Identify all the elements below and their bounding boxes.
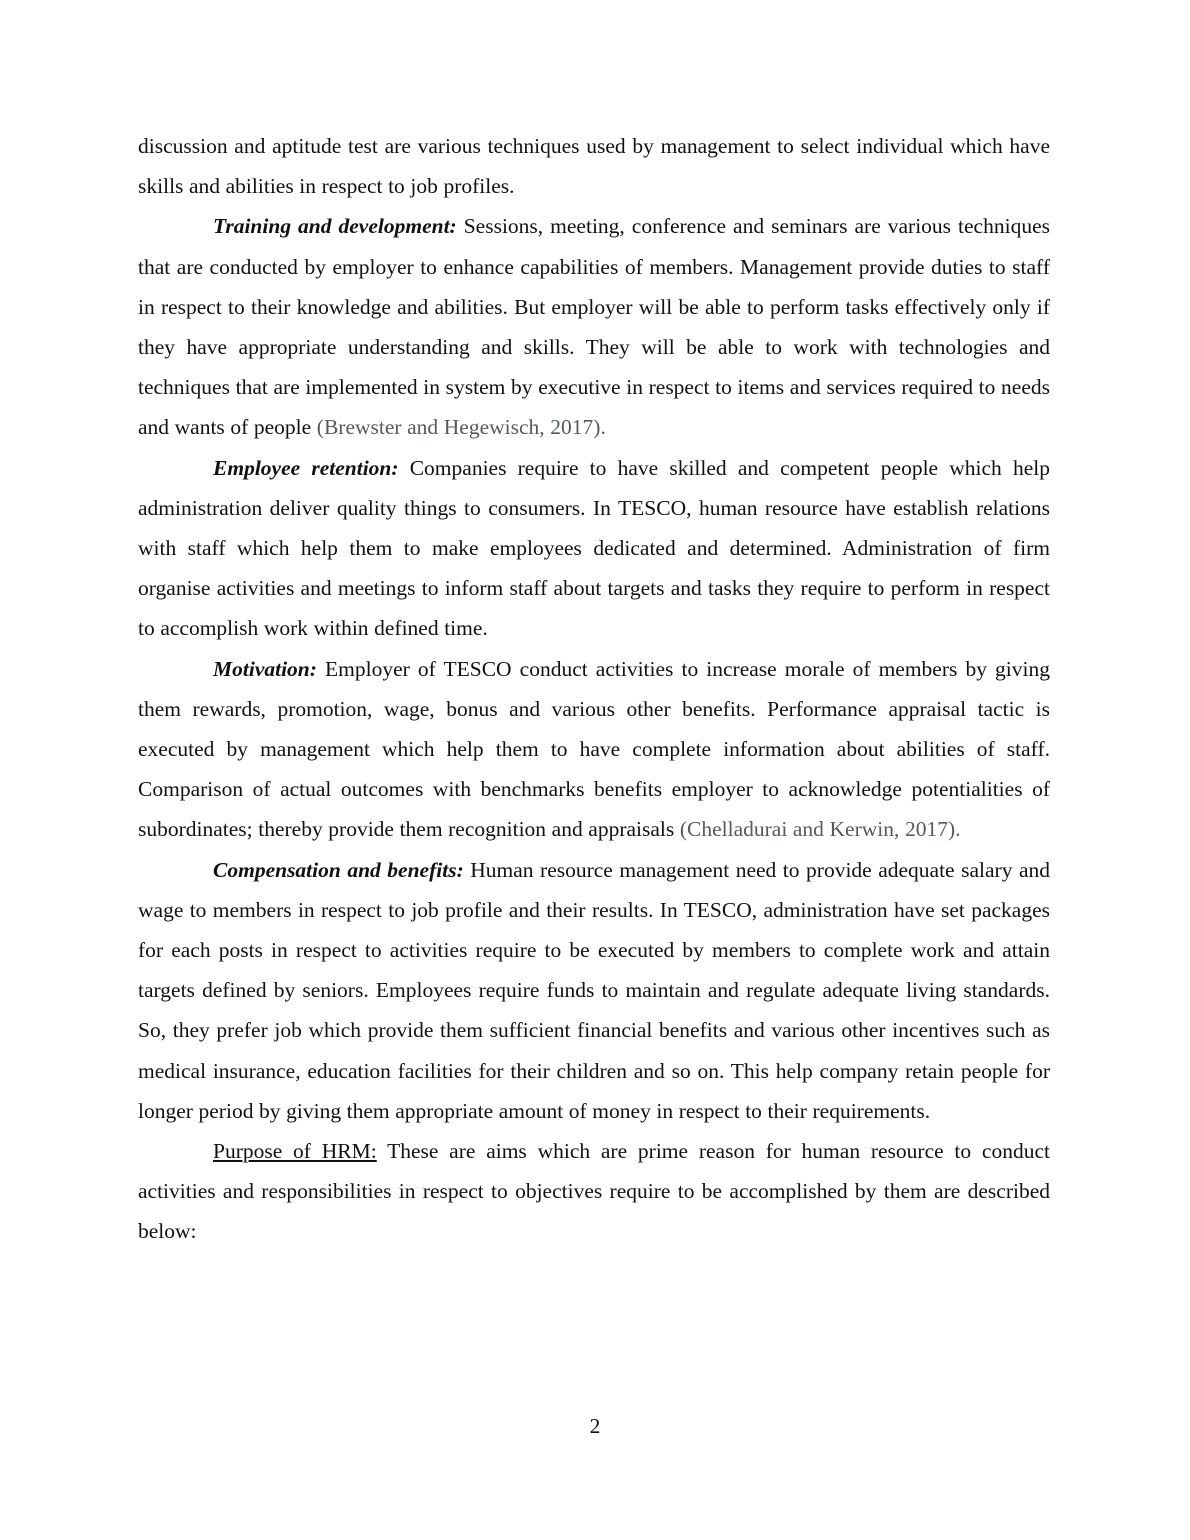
- paragraph-lead-label: Compensation and benefits:: [213, 857, 464, 882]
- paragraph-compensation-and-benefits: [138, 850, 1050, 1131]
- citation-reference: (Chelladurai and Kerwin, 2017): [679, 817, 956, 842]
- paragraph-body: discussion and aptitude test are various techniques used by management to select individual which have skills and abilities in respect to job profiles.: [138, 134, 1050, 199]
- paragraph-training-and-development: [138, 206, 1050, 447]
- paragraph-lead-label: Employee retention:: [213, 455, 399, 480]
- paragraph-body: These are aims which are prime reason for human resource to conduct activities and responsibilities in respect to objectives require to be accomplished by them are described below:: [138, 1139, 1050, 1244]
- paragraph-body: Companies require to have skilled and competent people which help administration deliver quality things to consumers. In TESCO, human resource have establish relations with staff which help them to make employees dedicated and determined. Administration of firm organise activities and meetings to inform staff about targets and tasks they require to perform in respect to accomplish work within defined time.: [138, 455, 1050, 641]
- paragraph-employee-retention: [138, 448, 1050, 649]
- paragraph-body-tail: .: [955, 817, 961, 842]
- paragraph-lead-label: Motivation:: [213, 656, 317, 681]
- paragraph-lead-label: Purpose of HRM:: [213, 1139, 377, 1164]
- paragraph-motivation: [138, 649, 1050, 850]
- paragraph-body-tail: .: [600, 415, 606, 440]
- paragraph-body: Human resource management need to provide adequate salary and wage to members in respect to job profile and their results. In TESCO, administration have set packages for each posts in respect to activities require to be executed by members to complete work and attain targets defined by seniors. Employees require funds to maintain and regulate adequate living standards. So, they prefer job which provide them sufficient financial benefits and various other incentives such as medical insurance, education facilities for their children and so on. This help company retain people for longer period by giving them appropriate amount of money in respect to their requirements.: [138, 857, 1050, 1123]
- paragraph-body: Employer of TESCO conduct activities to increase morale of members by giving them rewards, promotion, wage, bonus and various other benefits. Performance appraisal tactic is executed by management which help them to have complete information about abilities of staff. Comparison of actual outcomes with benchmarks benefits employer to acknowledge potentialities of subordinates; thereby provide them recognition and appraisals: [138, 656, 1050, 842]
- paragraph-lead-label: Training and development:: [213, 214, 457, 239]
- citation-reference: (Brewster and Hegewisch, 2017): [316, 415, 601, 440]
- paragraph-intro-continuation: [138, 126, 1050, 206]
- paragraph-purpose-of-hrm: [138, 1131, 1050, 1252]
- page-number: 2: [589, 1414, 601, 1438]
- paragraph-body: Sessions, meeting, conference and seminars are various techniques that are conducted by employer to enhance capabilities of members. Management provide duties to staff in respect to their knowledge and abilities. But employer will be able to perform tasks effectively only if they have appropriate understanding and skills. They will be able to work with technologies and techniques that are implemented in system by executive in respect to items and services required to needs and wants of people: [138, 214, 1050, 440]
- document-body-text-column: [138, 126, 1050, 1252]
